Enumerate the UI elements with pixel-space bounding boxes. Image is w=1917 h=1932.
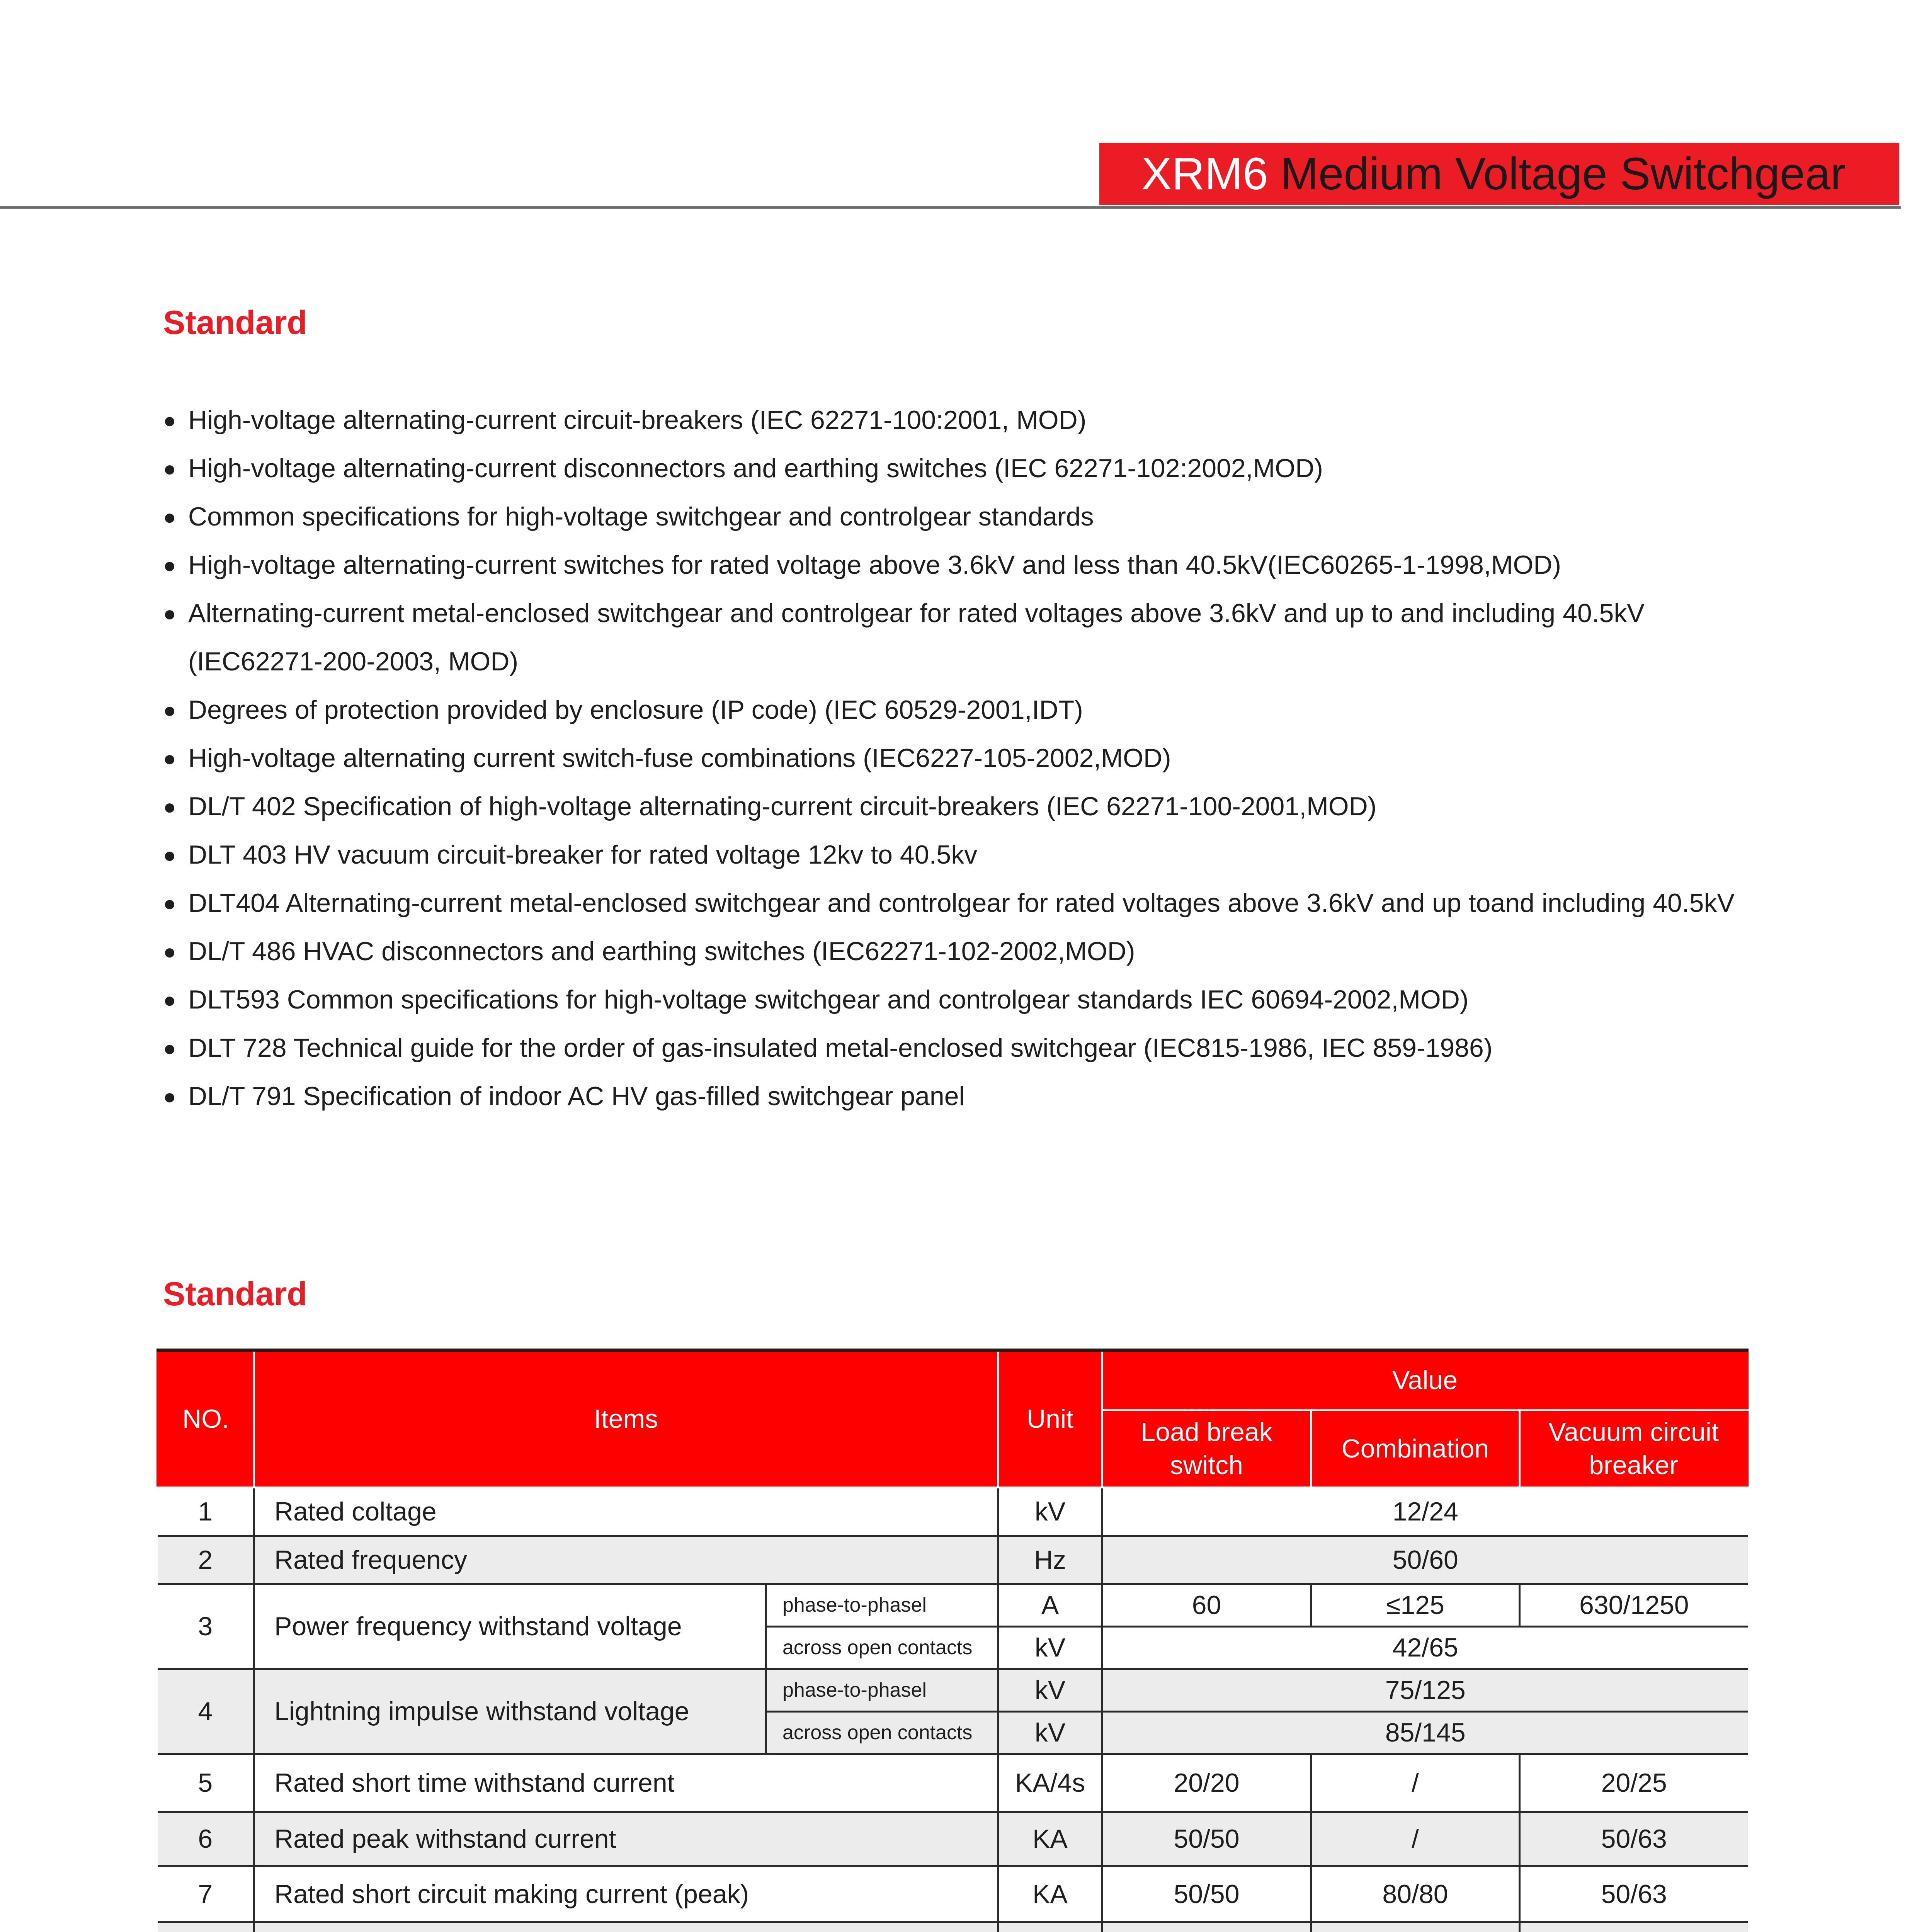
bullet-icon: ● xyxy=(163,1084,176,1109)
list-item: ● High-voltage alternating-current switches for rated voltage above 3.6kV and less than 40.5kV(IEC60265-1-1998,MOD) xyxy=(163,541,1763,589)
header-vacuum-circuit-breaker: Vacuum circuit breaker xyxy=(1520,1410,1748,1487)
header-combination: Combination xyxy=(1311,1410,1520,1487)
list-item: ● High-voltage alternating current switch-fuse combinations (IEC6227-105-2002,MOD) xyxy=(163,734,1763,782)
section-title-spec-table: Standard xyxy=(163,1276,307,1313)
list-item: ● High-voltage alternating-current disconnectors and earthing switches (IEC 62271-102:2002,MOD) xyxy=(163,444,1763,493)
list-item: ● DLT404 Alternating-current metal-enclosed switchgear and controlgear for rated voltages above 3.6kV and up toand including 40.5kV xyxy=(163,879,1763,927)
table-row: 6 Rated peak withstand current KA 50/50 / 50/63 xyxy=(158,1812,1748,1866)
table-row: 7 Rated short circuit making current (peak) KA 50/50 80/80 50/63 xyxy=(158,1866,1748,1922)
table-row: across open contacts kV 85/145 xyxy=(158,1711,1748,1754)
bullet-icon: ● xyxy=(163,553,176,577)
list-item: ● DLT 403 HV vacuum circuit-breaker for rated voltage 12kv to 40.5kv xyxy=(163,831,1763,879)
bullet-icon: ● xyxy=(163,1036,176,1060)
table-row: 5 Rated short time withstand current KA/4s 20/20 / 20/25 xyxy=(158,1754,1748,1812)
table-row xyxy=(158,1922,1748,1932)
bullet-icon: ● xyxy=(163,456,176,481)
list-item: ● DL/T 791 Specification of indoor AC HV gas-filled switchgear panel xyxy=(163,1072,1763,1121)
list-item: ● High-voltage alternating-current circuit-breakers (IEC 62271-100:2001, MOD) xyxy=(163,396,1763,444)
header-load-break-switch: Load break switch xyxy=(1102,1410,1311,1487)
header-no: NO. xyxy=(158,1350,254,1487)
header-value: Value xyxy=(1102,1350,1748,1410)
bullet-icon: ● xyxy=(163,698,176,722)
bullet-icon: ● xyxy=(163,505,176,529)
bullet-icon: ● xyxy=(163,601,176,626)
bullet-icon: ● xyxy=(163,408,176,432)
list-item: ● DL/T 486 HVAC disconnectors and earthing switches (IEC62271-102-2002,MOD) xyxy=(163,927,1763,976)
section-title-standards: Standard xyxy=(163,304,307,341)
bullet-icon: ● xyxy=(163,843,176,867)
list-item: ● Common specifications for high-voltage switchgear and controlgear standards xyxy=(163,493,1763,541)
list-item: ● DLT 728 Technical guide for the order of gas-insulated metal-enclosed switchgear (IEC815-1986, IEC 859-1986) xyxy=(163,1024,1763,1072)
bullet-icon: ● xyxy=(163,891,176,915)
list-item: ● Degrees of protection provided by enclosure (IP code) (IEC 60529-2001,IDT) xyxy=(163,686,1763,734)
header-model: XRM6 xyxy=(1141,148,1268,199)
bullet-icon: ● xyxy=(163,939,176,964)
table-row: across open contacts kV 42/65 xyxy=(158,1626,1748,1669)
standards-list xyxy=(163,396,1763,1121)
header-banner xyxy=(1099,143,1899,205)
header-rule xyxy=(0,206,1901,209)
table-row: 4 Lightning impulse withstand voltage phase-to-phasel kV 75/125 xyxy=(158,1669,1748,1711)
table-row: 3 Power frequency withstand voltage phase-to-phasel A 60 ≤125 630/1250 xyxy=(158,1584,1748,1626)
bullet-icon: ● xyxy=(163,988,176,1012)
header-subtitle: Medium Voltage Switchgear xyxy=(1280,148,1846,199)
table-row: 2 Rated frequency Hz 50/60 xyxy=(158,1536,1748,1584)
list-item: ● DLT593 Common specifications for high-voltage switchgear and controlgear standards IEC 60694-2002,MOD) xyxy=(163,976,1763,1024)
spec-table xyxy=(156,1349,1749,1932)
list-item: ● Alternating-current metal-enclosed switchgear and controlgear for rated voltages above 3.6kV and up to and including 40.5kV (IEC62271-200-2003, MOD) xyxy=(163,589,1763,686)
bullet-icon: ● xyxy=(163,746,176,770)
bullet-icon: ● xyxy=(163,794,176,819)
list-item: ● DL/T 402 Specification of high-voltage alternating-current circuit-breakers (IEC 62271-100-2001,MOD) xyxy=(163,782,1763,831)
table-row: 1 Rated coltage kV 12/24 xyxy=(158,1487,1748,1536)
header-unit: Unit xyxy=(998,1350,1102,1487)
header-items: Items xyxy=(254,1350,998,1487)
